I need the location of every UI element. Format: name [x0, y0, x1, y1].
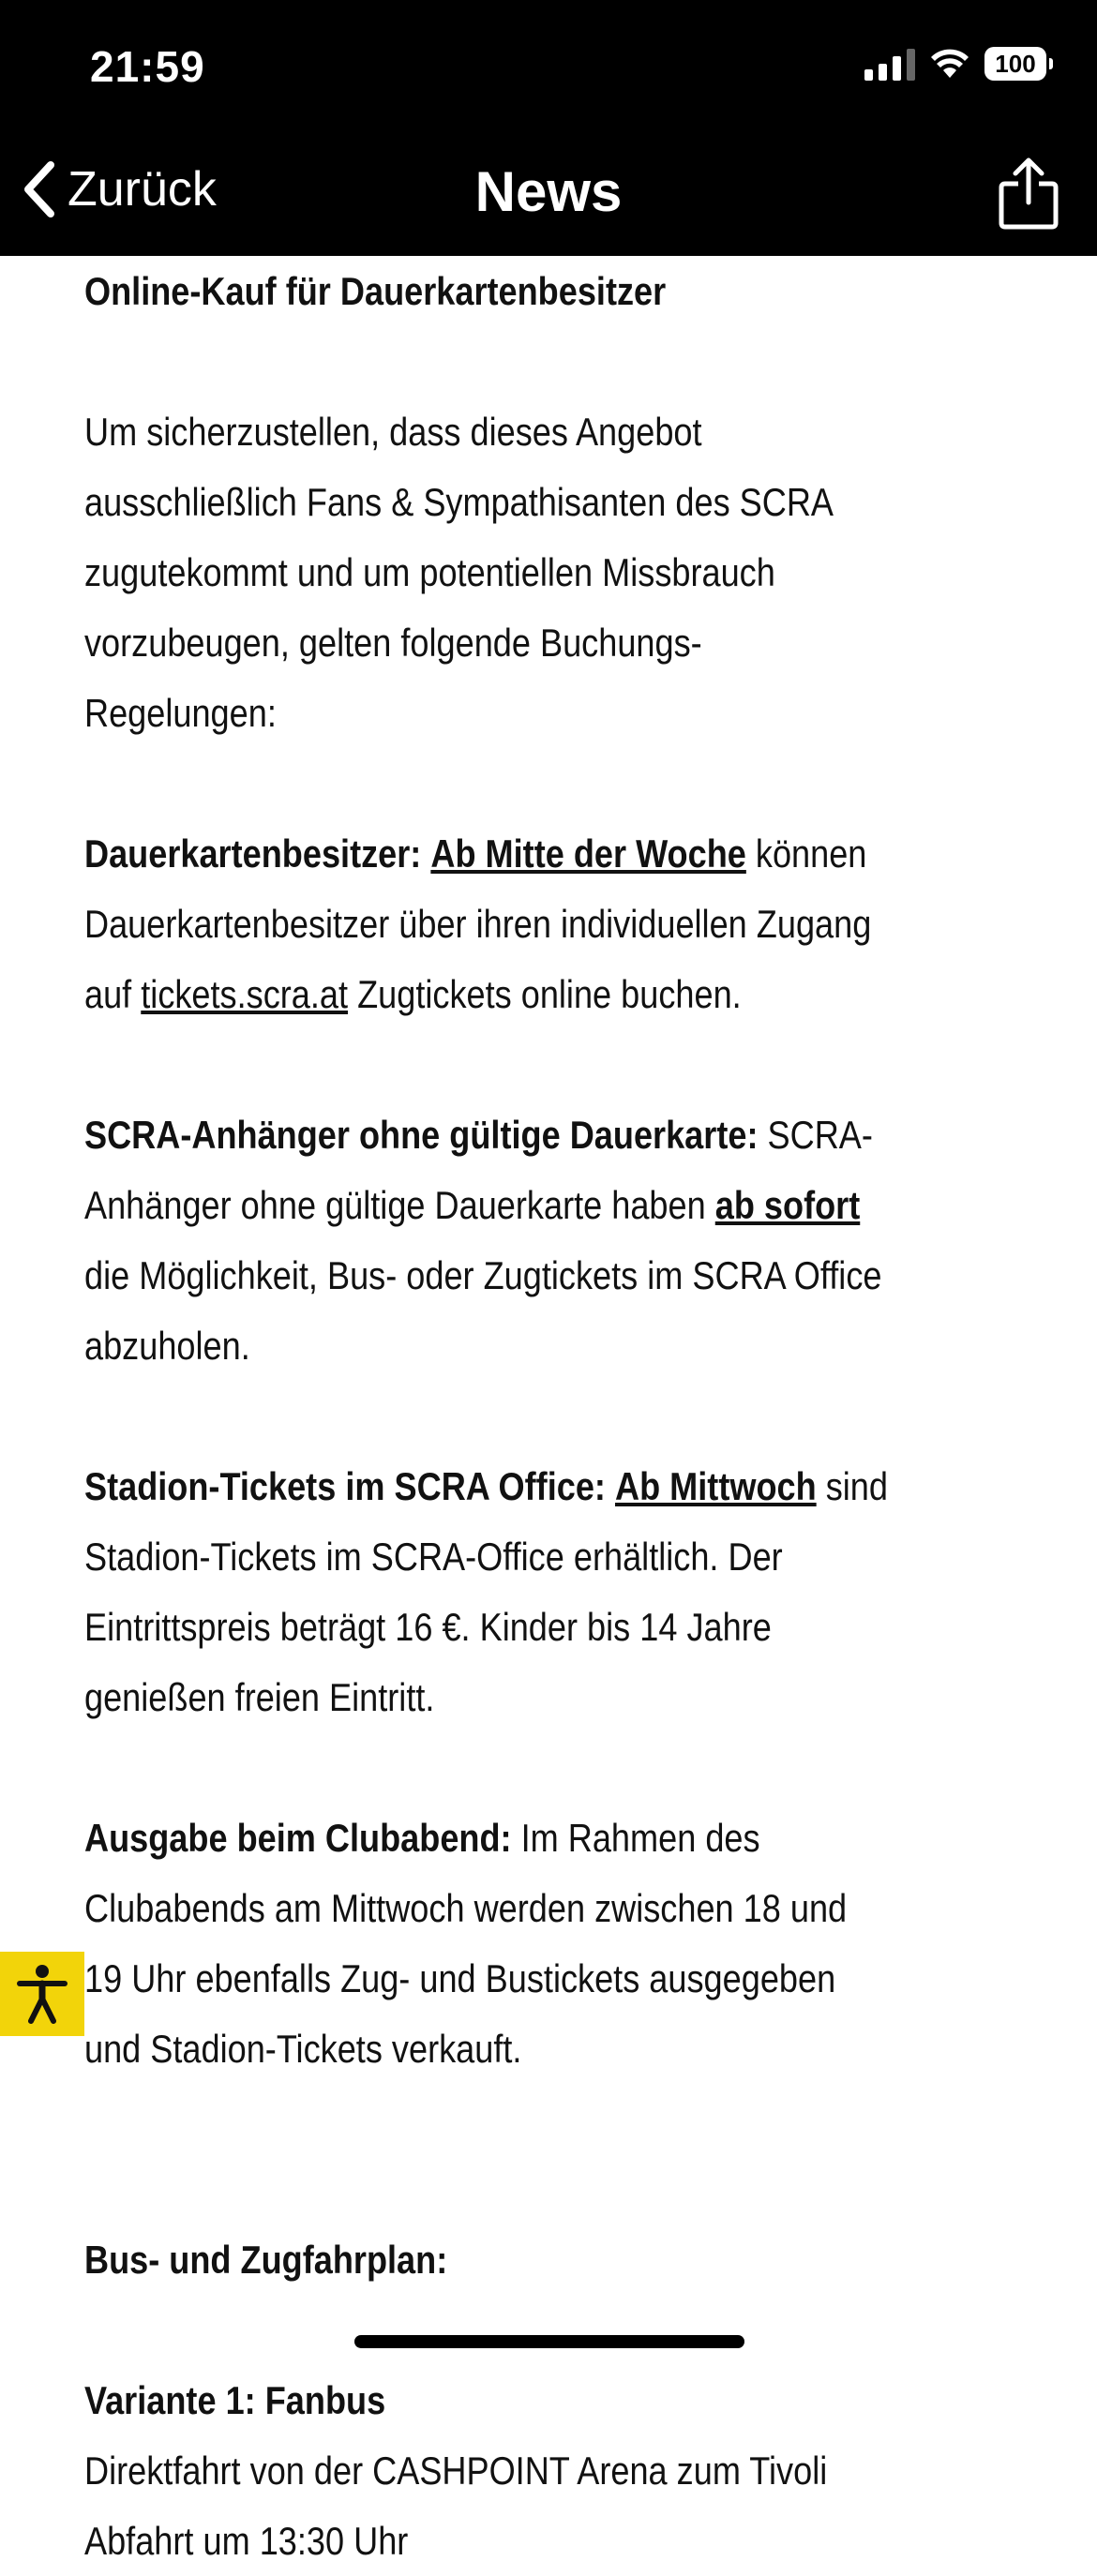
- club-evening-paragraph: Ausgabe beim Clubabend: Im Rahmen des Clubabends am Mittwoch werden zwischen 18 und 19 Uhr ebenfalls Zug- und Bustickets ausgegeben und Stadion-Tickets verkauft.: [84, 1816, 848, 2071]
- stadium-tickets-paragraph: Stadion-Tickets im SCRA Office: Ab Mittwoch sind Stadion-Tickets im SCRA-Office erhältlich. Der Eintrittspreis beträgt 16 €. Kinder bis 14 Jahre genießen freien Eintritt.: [84, 1464, 888, 1719]
- status-time: 21:59: [90, 42, 205, 91]
- link-wednesday[interactable]: Ab Mittwoch: [614, 1464, 817, 1508]
- link-immediately[interactable]: ab sofort: [714, 1183, 861, 1227]
- back-label: Zurück: [68, 162, 217, 217]
- back-button[interactable]: [21, 159, 217, 219]
- article-body: [84, 256, 891, 2576]
- variant1-line2: Abfahrt um 13:30 Uhr: [84, 2519, 409, 2563]
- home-indicator: [354, 2335, 744, 2348]
- share-icon: [998, 156, 1059, 231]
- wifi-icon: [930, 48, 969, 80]
- cellular-signal-icon: [864, 47, 915, 81]
- chevron-left-icon: [21, 159, 58, 219]
- page-title: News: [474, 160, 623, 223]
- status-indicators: [864, 47, 1046, 81]
- article-heading: Online-Kauf für Dauerkartenbesitzer: [84, 269, 667, 313]
- share-button[interactable]: [998, 156, 1059, 235]
- tickets-site-link[interactable]: tickets.scra.at: [141, 972, 349, 1016]
- link-mid-week[interactable]: Ab Mitte der Woche: [430, 831, 746, 876]
- navigation-bar: [0, 0, 1097, 256]
- season-ticket-paragraph: Dauerkartenbesitzer: Ab Mitte der Woche können Dauerkartenbesitzer über ihren individuellen Zugang auf tickets.scra.at Zugtickets online buchen.: [84, 831, 872, 1016]
- battery-icon: 100: [984, 47, 1046, 81]
- variant1-title: Variante 1: Fanbus: [84, 2378, 386, 2422]
- schedule-heading: Bus- und Zugfahrplan:: [84, 2238, 448, 2282]
- accessibility-button[interactable]: [0, 1952, 84, 2036]
- fans-paragraph: SCRA-Anhänger ohne gültige Dauerkarte: SCRA-Anhänger ohne gültige Dauerkarte haben ab sofort die Möglichkeit, Bus- oder Zugtickets im SCRA Office abzuholen.: [84, 1113, 882, 1368]
- accessibility-icon: [16, 1963, 68, 2025]
- variant1-line1: Direktfahrt von der CASHPOINT Arena zum Tivoli: [84, 2449, 828, 2493]
- intro-paragraph: Um sicherzustellen, dass dieses Angebot ausschließlich Fans & Sympathisanten des SCRA zugutekommt und um potentiellen Missbrauch vorzubeugen, gelten folgende Buchungs-Regelungen:: [84, 410, 833, 735]
